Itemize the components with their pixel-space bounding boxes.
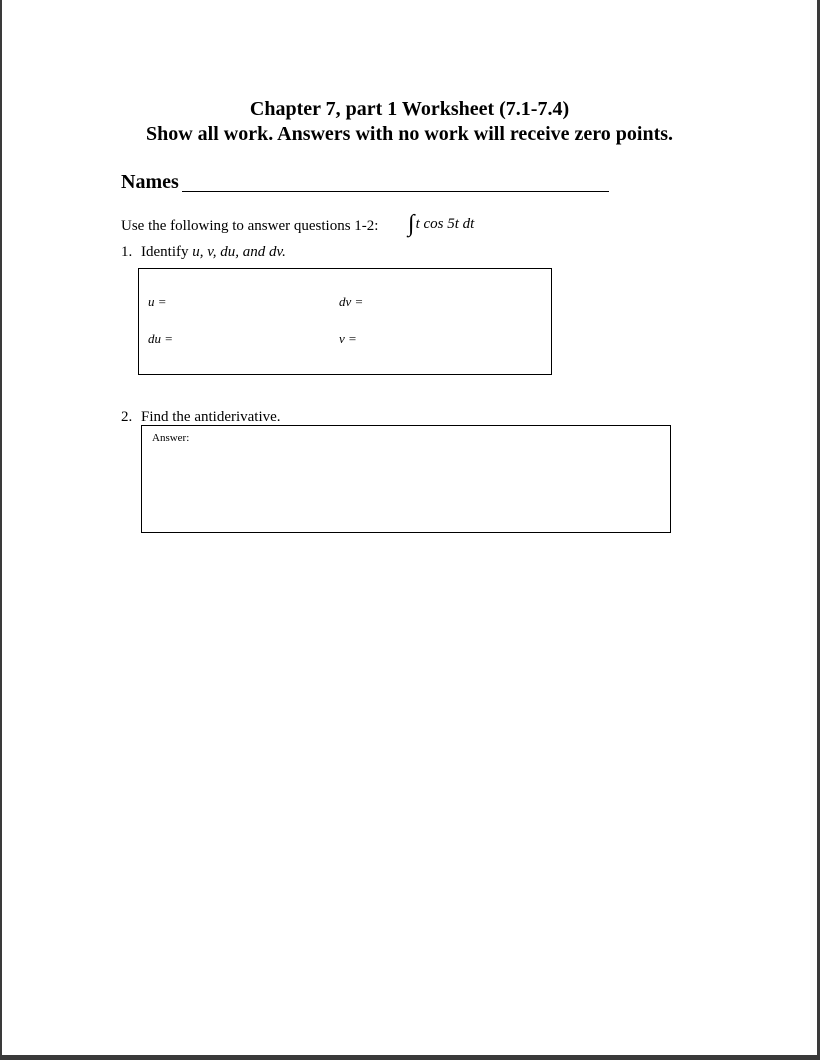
names-blank-line[interactable] (182, 191, 609, 192)
integral-expression (408, 212, 474, 236)
worksheet-title: Chapter 7, part 1 Worksheet (7.1-7.4) (249, 98, 570, 120)
question-2-answer-box[interactable] (141, 425, 671, 533)
intro-text: Use the following to answer questions 1-2: (121, 218, 379, 234)
integrand: t cos 5t dt (415, 216, 475, 232)
question-2-prompt: Find the antiderivative. (141, 409, 281, 425)
question-1-variables: u, v, du, and dv. (192, 244, 286, 260)
field-v: v = (339, 331, 357, 346)
question-2 (121, 408, 281, 426)
question-1-number: 1. (121, 244, 133, 260)
field-dv: dv = (339, 294, 364, 309)
worksheet-page (2, 0, 817, 1055)
field-u: u = (148, 294, 167, 309)
integral-sign: ∫ (408, 211, 415, 237)
question-1 (121, 243, 286, 261)
names-label: Names (121, 171, 179, 193)
field-du: du = (148, 331, 174, 346)
question-1-answer-box[interactable] (138, 268, 552, 375)
answer-label: Answer: (152, 432, 190, 444)
question-1-prompt: Identify (141, 244, 189, 260)
question-2-number: 2. (121, 409, 133, 425)
worksheet-subtitle: Show all work. Answers with no work will receive zero points. (145, 123, 674, 145)
